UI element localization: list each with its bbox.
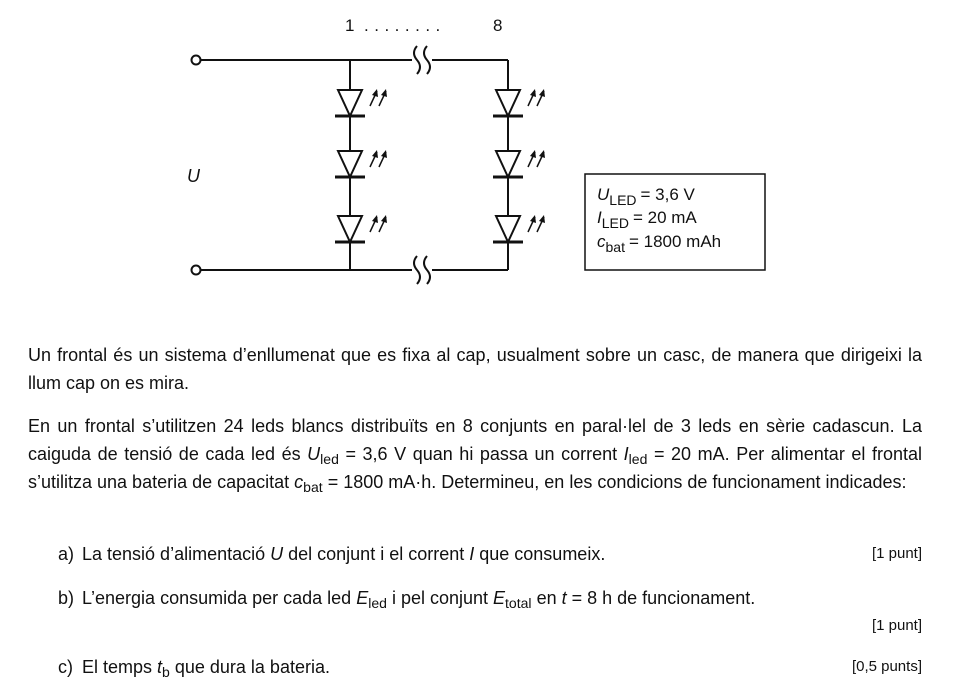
- led-first-branch-1: [335, 89, 387, 116]
- spec-cbat: $c_{bat} = 1800$ mAh: [597, 232, 722, 255]
- light-emission-arrows-icon: [528, 89, 545, 106]
- led-last-branch-3: [493, 215, 545, 242]
- led-last-branch-1: [493, 89, 545, 116]
- led-last-branch-2: [493, 150, 545, 177]
- led-first-branch-2: [335, 150, 387, 177]
- question-a-points: [1 punt]: [871, 545, 922, 562]
- terminal-bottom: [192, 266, 201, 275]
- question-c-points: [0,5 punts]: [851, 658, 922, 675]
- led-circuit-diagram: [0, 0, 960, 330]
- question-c: c) El temps $t_b$ que dura la bateria. [0,5 punts]: [58, 653, 922, 681]
- light-emission-arrows-icon: [528, 215, 545, 232]
- intro-paragraph: Un frontal és un sistema d’enllumenat que es fixa al cap, usualment sobre un casc, de manera que dirigeixi la llum cap on es mira.: [28, 345, 922, 393]
- terminal-top: [192, 56, 201, 65]
- light-emission-arrows-icon: [370, 150, 387, 167]
- branch-label-end: 8: [493, 16, 503, 35]
- branch-label-start: 1: [345, 16, 355, 35]
- light-emission-arrows-icon: [370, 215, 387, 232]
- spec-iled: $I_{LED} = 20$ mA: [597, 208, 697, 231]
- question-a: a) La tensió d’alimentació U del conjunt i el corrent I que consumeix. [1 punt]: [58, 540, 922, 568]
- light-emission-arrows-icon: [528, 150, 545, 167]
- problem-paragraph: En un frontal s’utilitzen 24 leds blancs distribuïts en 8 conjunts en paral·lel de 3 leds en sèrie cadascun. La caiguda de tensió de cada led és $U_{led} = 3,6$ V quan hi passa un corrent $I_{led} = 20$ mA. Per alimentar el frontal s’utilitza una bateria de capacitat $c_{bat} = 1800$ mA·h. Determineu, en les condicions de funcionament indicades:: [28, 416, 922, 496]
- voltage-label: U: [187, 166, 200, 186]
- branch-dots: ........: [364, 16, 446, 35]
- led-first-branch-3: [335, 215, 387, 242]
- spec-uled: $U_{LED} = 3,6$ V: [597, 185, 695, 208]
- question-b: b) L’energia consumida per cada led $E_{led}$ i pel conjunt $E_{total}$ en t = 8 h de funcionament. [1 punt]: [58, 584, 922, 612]
- question-b-points: [1 punt]: [871, 617, 922, 634]
- light-emission-arrows-icon: [370, 89, 387, 106]
